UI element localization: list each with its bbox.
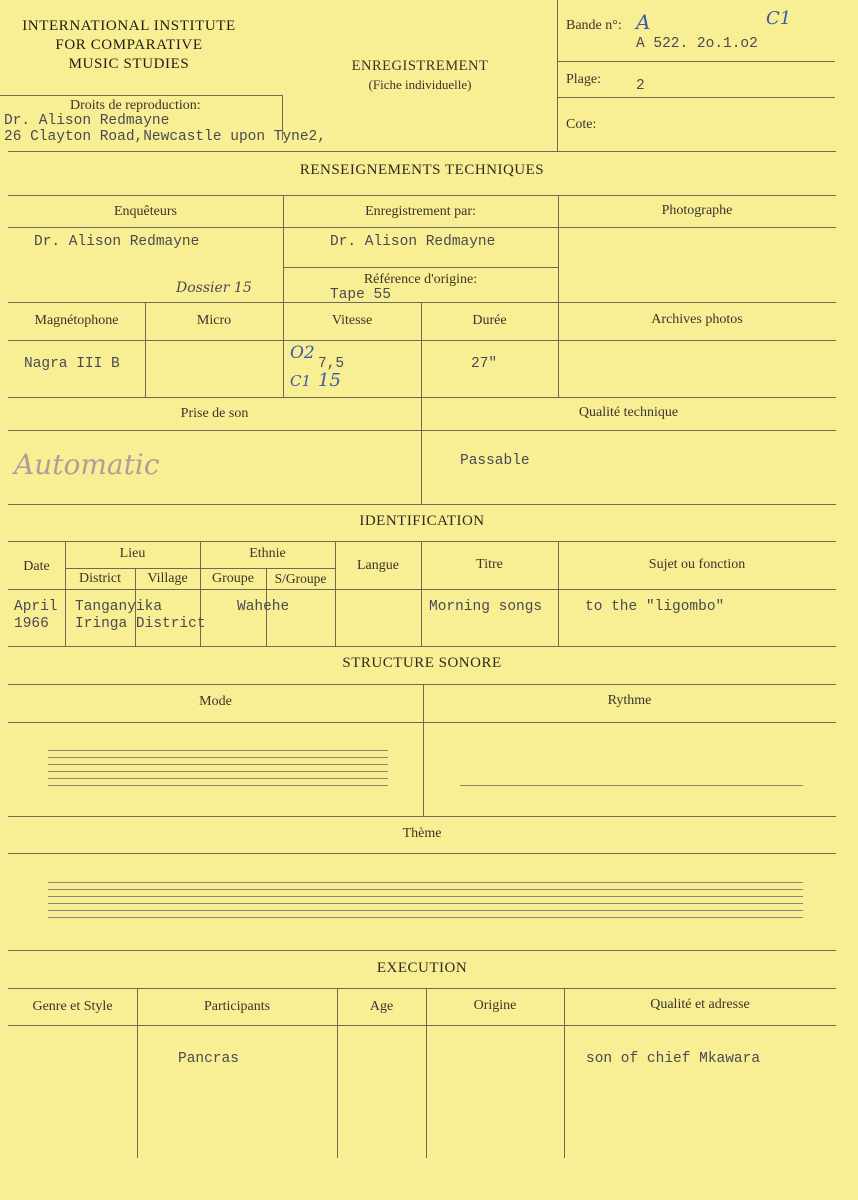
droits-address: 26 Clayton Road,Newcastle upon Tyne2, (4, 129, 326, 145)
section-title-structure: STRUCTURE SONORE (342, 655, 502, 671)
rythme-label: Rythme (607, 693, 652, 708)
sgroupe-label: S/Groupe (274, 571, 327, 586)
duree-label: Durée (472, 313, 507, 328)
vitesse-label: Vitesse (331, 313, 373, 328)
qualite-adresse-label: Qualité et adresse (650, 997, 750, 1012)
groupe-label: Groupe (212, 571, 254, 586)
mode-staff-line (48, 778, 388, 779)
bande-number: A 522. 2o.1.o2 (636, 36, 758, 52)
form-title: ENREGISTREMENT (351, 58, 489, 74)
rule-tech-row3-header (8, 430, 836, 431)
prise-de-son-label: Prise de son (180, 406, 249, 421)
participant-value: Pancras (178, 1051, 239, 1067)
sujet-label: Sujet ou fonction (648, 557, 746, 572)
titre-value: Morning songs (429, 599, 543, 615)
rule-plage-bottom (557, 97, 835, 98)
rule-ident-title (8, 541, 836, 542)
rule-theme-header (8, 853, 836, 854)
rule-header-bottom (8, 151, 836, 152)
date-label: Date (23, 559, 50, 574)
lieu-value-line2: Iringa District (75, 616, 206, 632)
bande-handwritten-side: C1 (766, 8, 792, 29)
theme-staff-line (48, 917, 803, 918)
mode-staff-line (48, 757, 388, 758)
rule-tech-bottom (8, 504, 836, 505)
date-value-line1: April (14, 599, 58, 615)
section-title-identification: IDENTIFICATION (359, 513, 485, 529)
theme-staff-line (48, 896, 803, 897)
origine-label: Origine (473, 998, 517, 1013)
rule-reference-top (283, 267, 558, 268)
age-label: Age (369, 999, 394, 1014)
langue-label: Langue (357, 558, 399, 573)
rule-ident-bottom (8, 646, 836, 647)
rule-bande-bottom (557, 61, 835, 62)
vitesse-row2-code: C1 (290, 372, 312, 390)
rule-droits-top (0, 95, 283, 96)
reference-value: Tape 55 (330, 287, 391, 303)
lieu-value-line1: Tanganyika (75, 599, 163, 615)
qualite-technique-label: Qualité technique (578, 405, 679, 420)
enregistrement-par-value: Dr. Alison Redmayne (330, 234, 496, 250)
date-value-line2: 1966 (14, 616, 49, 632)
qualite-adresse-value: son of chief Mkawara (586, 1051, 761, 1067)
institute-name-line1: INTERNATIONAL INSTITUTE (22, 18, 236, 34)
institute-name-line2: FOR COMPARATIVE (55, 37, 203, 53)
plage-value: 2 (636, 78, 645, 94)
rythme-line (460, 785, 803, 786)
vitesse-row1-code: O2 (290, 343, 315, 363)
section-title-execution: EXECUTION (376, 960, 468, 976)
rule-struct-title (8, 684, 836, 685)
rule-exec-title (8, 988, 836, 989)
enqueteurs-label: Enquêteurs (114, 204, 177, 219)
theme-staff-line (48, 910, 803, 911)
theme-staff-line (48, 882, 803, 883)
mode-label: Mode (199, 694, 232, 709)
rule-ident-header (8, 589, 836, 590)
lieu-label: Lieu (119, 546, 146, 561)
reference-label: Référence d'origine: (363, 272, 478, 287)
sujet-value: to the "ligombo" (585, 599, 725, 615)
rule-tech-row2 (8, 302, 836, 303)
theme-staff-line (48, 903, 803, 904)
ethnie-label: Ethnie (249, 546, 286, 561)
mode-staff-line (48, 750, 388, 751)
rule-exec-v4 (564, 988, 565, 1158)
micro-label: Micro (196, 313, 232, 328)
district-label: District (79, 571, 121, 586)
participants-label: Participants (203, 999, 271, 1014)
rule-struct-header (8, 722, 836, 723)
rule-theme-bottom (8, 950, 836, 951)
header-divider-right (557, 0, 558, 152)
mode-staff-line (48, 764, 388, 765)
magnetophone-label: Magnétophone (34, 313, 119, 328)
vitesse-row2-value: 15 (318, 370, 341, 391)
genre-style-label: Genre et Style (32, 999, 113, 1014)
archives-photos-label: Archives photos (651, 312, 743, 327)
section-title-technique: RENSEIGNEMENTS TECHNIQUES (299, 162, 545, 178)
plage-label: Plage: (566, 72, 601, 87)
rule-struct-bottom (8, 816, 836, 817)
titre-label: Titre (476, 557, 503, 572)
rule-exec-header (8, 1025, 836, 1026)
droits-label: Droits de reproduction: (70, 98, 201, 113)
bande-label: Bande n°: (566, 18, 622, 33)
theme-label: Thème (402, 826, 442, 841)
vitesse-row1-value: 7,5 (318, 356, 345, 372)
duree-value: 27" (471, 356, 498, 372)
rule-tech-header (8, 227, 836, 228)
enregistrement-par-label: Enregistrement par: (365, 204, 476, 219)
institute-name-line3: MUSIC STUDIES (68, 56, 190, 72)
enqueteurs-dossier-note: Dossier 15 (176, 280, 252, 296)
rule-tech-row2-header (8, 340, 836, 341)
qualite-technique-value: Passable (460, 453, 530, 469)
enqueteurs-value: Dr. Alison Redmayne (34, 234, 200, 250)
mode-staff-line (48, 771, 388, 772)
magnetophone-value: Nagra III B (24, 356, 120, 372)
cote-label: Cote: (566, 117, 597, 132)
photographe-label: Photographe (661, 203, 733, 218)
rule-tech-row3 (8, 397, 836, 398)
village-label: Village (147, 571, 188, 586)
ethnie-value: Wahehe (237, 599, 290, 615)
theme-staff-line (48, 889, 803, 890)
droits-name: Dr. Alison Redmayne (4, 113, 170, 129)
bande-handwritten-letter: A (636, 10, 651, 34)
rule-tech-title (8, 195, 836, 196)
prise-de-son-value: Automatic (14, 448, 160, 481)
mode-staff-line (48, 785, 388, 786)
rule-ident-v5 (335, 541, 336, 646)
form-subtitle: (Fiche individuelle) (368, 77, 472, 92)
